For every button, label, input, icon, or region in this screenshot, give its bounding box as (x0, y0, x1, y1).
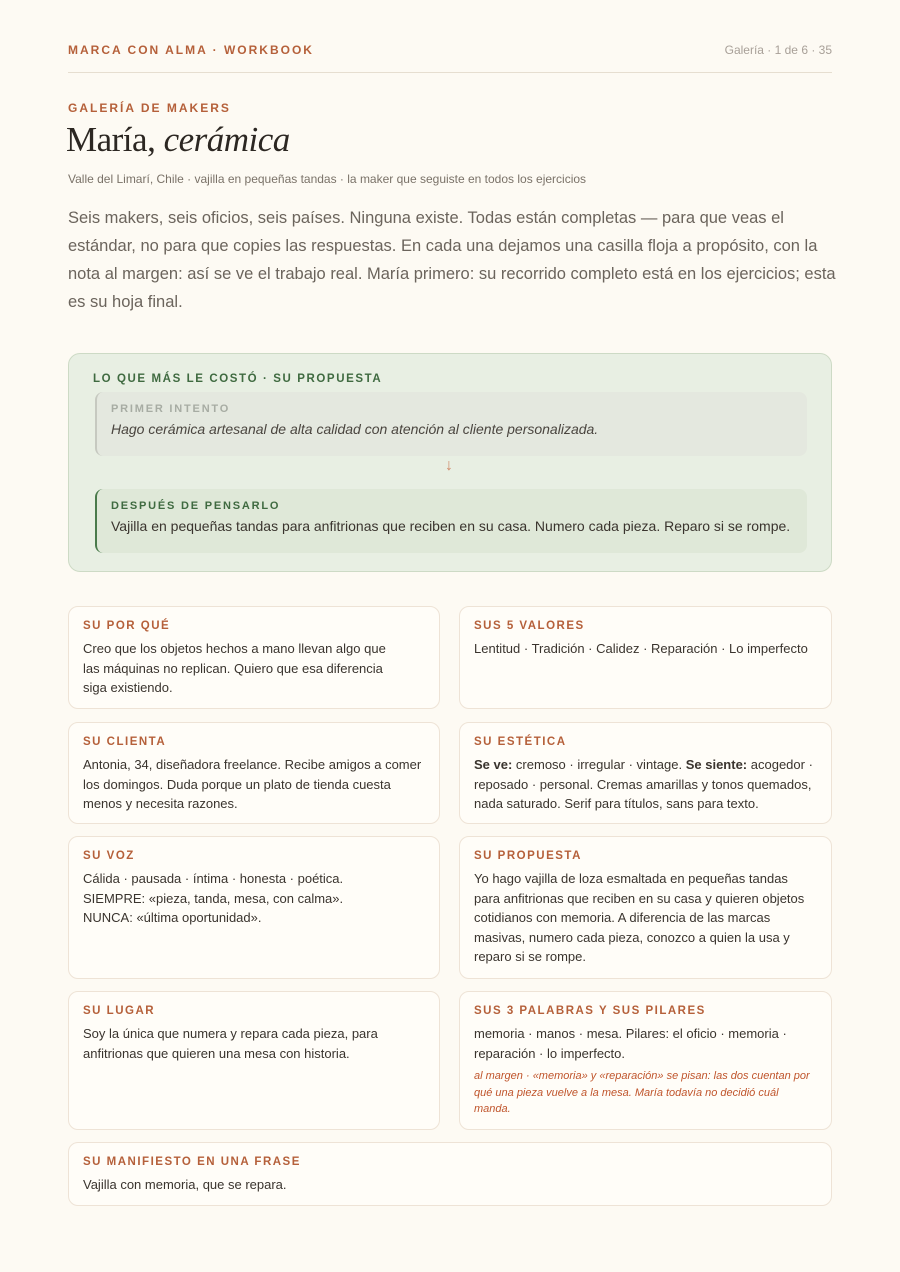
card-text: Soy la única que numera y repara cada pieza, para anfitrionas que quieren una mesa con historia. (83, 1026, 378, 1061)
page-header (68, 42, 832, 73)
card-text (83, 869, 393, 928)
se-siente-label: Se siente: (685, 757, 748, 772)
title-name: María, (66, 120, 156, 159)
margin-note: al margen · «memoria» y «reparación» se pisan: las dos cuentan por qué una pieza vuelve a la mesa. María todavía no decidió cuál manda. (474, 1070, 810, 1115)
card-text: Lentitud · Tradición · Calidez · Reparación · Lo imperfecto (474, 641, 808, 656)
card-label: SU MANIFIESTO EN UNA FRASE (83, 1156, 301, 1168)
card-por-que (68, 606, 440, 709)
card-text: Vajilla con memoria, que se repara. (83, 1177, 287, 1192)
card-label: SU VOZ (83, 850, 135, 862)
title-craft: cerámica (163, 120, 290, 159)
card-text (474, 755, 817, 814)
first-attempt-label: PRIMER INTENTO (111, 403, 231, 415)
voz-line-2: SIEMPRE: «pieza, tanda, mesa, con calma». NUNCA: «última oportunidad». (83, 890, 344, 925)
first-attempt-text: Hago cerámica artesanal de alta calidad con atención al cliente personalizada. (111, 421, 599, 437)
after-attempt (95, 489, 807, 553)
page-indicator: Galería · 1 de 6 · 35 (724, 43, 832, 57)
intro-paragraph: Seis makers, seis oficios, seis países. Ninguna existe. Todas están completas — para que veas el estándar, no para que copies las respuestas. En cada una dejamos una casilla floja a propósito, con la nota al margen: así se ve el trabajo real. María primero: su recorrido completo está en los ejercicios; esta es su hoja final. (68, 209, 836, 311)
card-voz (68, 836, 440, 979)
card-clienta (68, 722, 440, 824)
card-label: SU LUGAR (83, 1005, 156, 1017)
card-label: SU ESTÉTICA (474, 736, 567, 748)
card-label: SUS 5 VALORES (474, 620, 585, 632)
page-subtitle: Valle del Limarí, Chile · vajilla en pequeñas tandas · la maker que seguiste en todos los ejercicios (68, 172, 587, 186)
se-ve-text: cremoso · irregular · vintage. (512, 757, 686, 772)
section-eyebrow: GALERÍA DE MAKERS (68, 101, 231, 115)
after-attempt-text: Vajilla en pequeñas tandas para anfitrionas que reciben en su casa. Numero cada pieza. Reparo si se rompe. (111, 518, 791, 534)
proposal-heading: LO QUE MÁS LE COSTÓ · SU PROPUESTA (93, 373, 383, 385)
card-palabras (459, 991, 832, 1130)
card-estetica (459, 722, 832, 824)
arrow-down-icon: ↓ (445, 457, 453, 474)
card-propuesta (459, 836, 832, 979)
page-title (66, 120, 290, 160)
card-manifiesto (68, 1142, 832, 1206)
card-label: SU POR QUÉ (83, 620, 171, 632)
card-text: memoria · manos · mesa. Pilares: el oficio · memoria · reparación · lo imperfecto. (474, 1026, 787, 1061)
card-lugar (68, 991, 440, 1130)
after-attempt-label: DESPUÉS DE PENSARLO (111, 500, 281, 512)
proposal-box (68, 353, 832, 572)
card-label: SUS 3 PALABRAS Y SUS PILARES (474, 1005, 706, 1017)
card-valores (459, 606, 832, 709)
card-label: SU CLIENTA (83, 736, 167, 748)
brand-title: MARCA CON ALMA · WORKBOOK (68, 43, 314, 57)
voz-line-1: Cálida · pausada · íntima · honesta · poética. (83, 871, 344, 886)
card-text: Creo que los objetos hechos a mano llevan algo que las máquinas no replican. Quiero que esa diferencia siga existiendo. (83, 641, 386, 695)
first-attempt (95, 392, 807, 456)
se-siente-text: acogedor · reposado · personal. Cremas amarillas y tonos quemados, nada saturado. Serif para títulos, sans para texto. (474, 757, 813, 811)
se-ve-label: Se ve: (474, 757, 513, 772)
card-label: SU PROPUESTA (474, 850, 582, 862)
card-text: Antonia, 34, diseñadora freelance. Recibe amigos a comer los domingos. Duda porque un plato de tienda cuesta menos y necesita razones. (83, 757, 422, 811)
card-text: Yo hago vajilla de loza esmaltada en pequeñas tandas para anfitrionas que reciben en su casa y quieren objetos cotidianos con memoria. A diferencia de las marcas masivas, numero cada pieza, conozco a quien la usa y reparo si se rompe. (474, 871, 805, 964)
